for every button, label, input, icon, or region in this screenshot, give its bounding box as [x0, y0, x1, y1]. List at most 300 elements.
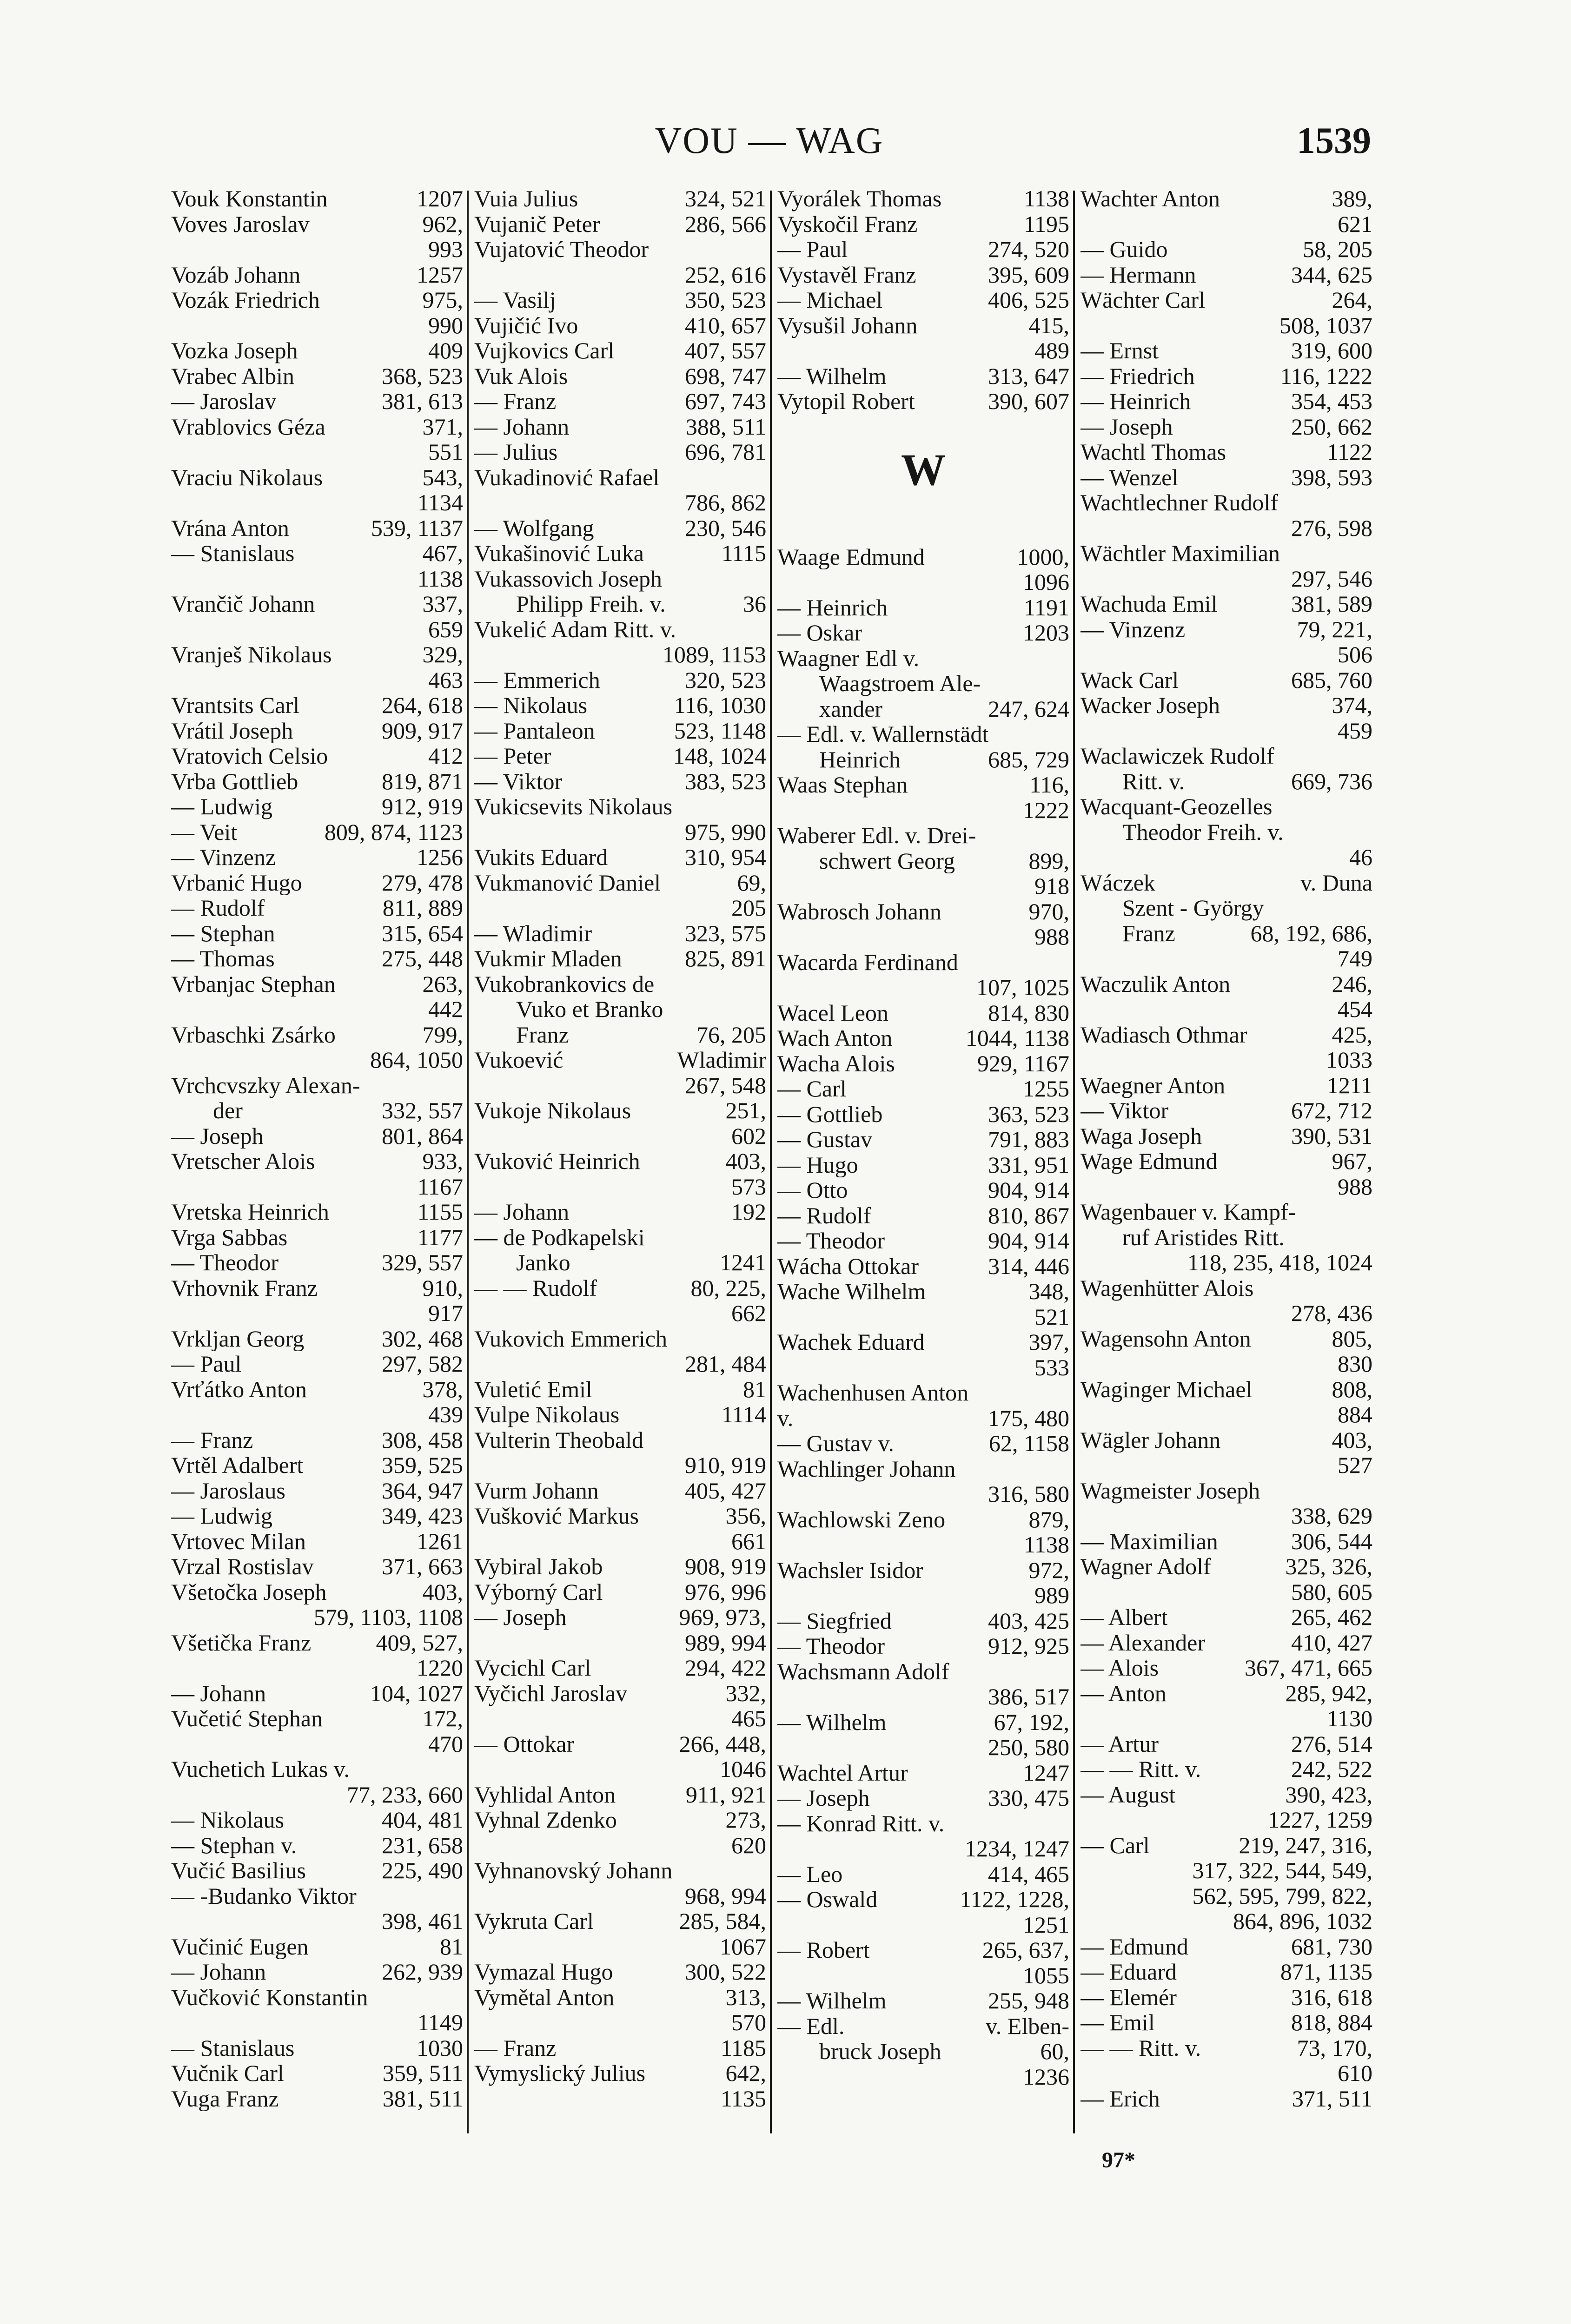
index-entry	[171, 186, 463, 211]
entry-name: Wacker Joseph	[1080, 693, 1220, 718]
entry-pages-continued: 570	[731, 2009, 766, 2035]
entry-name: — Ludwig	[171, 1503, 273, 1529]
entry-name: — Franz	[474, 389, 557, 414]
entry-name: — Robert	[777, 1937, 870, 1963]
entry-name: Philipp Freih. v.	[516, 591, 666, 617]
entry-name: Waage Edmund	[777, 544, 925, 569]
entry-pages: 1122	[1326, 439, 1372, 465]
entry-name-line: Vuchetich Lukas v.	[171, 1756, 350, 1782]
index-entry	[1080, 1149, 1372, 1174]
entry-pages: 329,	[422, 641, 463, 667]
entry-name: Výborný Carl	[474, 1579, 603, 1604]
entry-name: Vrbanić Hugo	[171, 870, 302, 895]
index-entry	[1080, 1427, 1372, 1453]
entry-name: — Stanislaus	[171, 541, 295, 566]
entry-name: Janko	[516, 1250, 570, 1275]
entry-pages: 329, 557	[382, 1249, 463, 1275]
entry-pages: 1122, 1228,	[960, 1886, 1069, 1912]
index-entry	[1080, 1123, 1372, 1149]
entry-pages: 805,	[1332, 1325, 1372, 1352]
entry-pages: 1195	[1023, 211, 1069, 237]
entry-name: schwert Georg	[819, 848, 955, 873]
entry-pages-continued: 988	[1034, 924, 1069, 950]
entry-pages-continued: 317, 322, 544, 549,	[1192, 1857, 1372, 1883]
index-entry	[171, 1098, 463, 1123]
entry-name: — Maximilian	[1080, 1528, 1218, 1554]
entry-pages: 265, 462	[1291, 1604, 1372, 1630]
entry-name-line: Wagenbauer v. Kampf-	[1080, 1199, 1296, 1225]
entry-pages: 406, 525	[988, 287, 1069, 313]
entry-pages-continued: 602	[731, 1122, 766, 1149]
entry-name: — Joseph	[474, 1604, 567, 1630]
entry-pages: 409, 527,	[376, 1629, 463, 1656]
entry-pages: 912, 919	[382, 793, 463, 819]
index-entry	[474, 591, 766, 617]
entry-pages: 320, 523	[685, 667, 766, 693]
entry-name: Vukašinović Luka	[474, 541, 644, 566]
entry-name-line: — -Budanko Viktor	[171, 1882, 357, 1909]
entry-name: Vrbanjac Stephan	[171, 971, 336, 997]
entry-name: Franz	[1122, 920, 1175, 946]
entry-name: Vurm Johann	[474, 1478, 599, 1503]
entry-name-line: Wagmeister Joseph	[1080, 1477, 1260, 1504]
entry-name: xander	[819, 696, 883, 721]
entry-name: Vybiral Jakob	[474, 1554, 603, 1579]
entry-name: — Jaroslaus	[171, 1478, 285, 1503]
entry-name: Vuga Franz	[171, 2086, 279, 2111]
entry-pages: 331, 951	[988, 1151, 1069, 1178]
entry-name: — Nikolaus	[171, 1807, 285, 1833]
entry-pages: 381, 511	[382, 2085, 463, 2112]
entry-pages: Wladimir	[677, 1047, 766, 1073]
index-entry	[171, 338, 463, 363]
index-entry	[171, 1022, 463, 1048]
index-entry	[474, 743, 766, 769]
index-entry	[777, 1608, 1069, 1634]
entry-pages: 275, 448	[382, 945, 463, 971]
entry-pages-continued: 506	[1338, 641, 1372, 667]
index-entry	[777, 1862, 1069, 1887]
entry-name: Vrba Gottlieb	[171, 768, 298, 794]
entry-name: Wachsler Isidor	[777, 1557, 923, 1583]
entry-name: — Ludwig	[171, 794, 273, 819]
index-entry	[1080, 363, 1372, 389]
entry-pages-continued: 579, 1103, 1108	[313, 1604, 463, 1630]
index-entry	[1080, 2010, 1372, 2035]
entry-pages: 69,	[737, 869, 766, 896]
index-entry	[171, 1225, 463, 1250]
entry-pages: 381, 589	[1291, 591, 1372, 617]
index-entry	[777, 544, 1069, 570]
index-entry	[474, 1402, 766, 1427]
index-entry	[171, 414, 463, 440]
entry-pages-continued: 1055	[1023, 1962, 1069, 1988]
index-entry	[777, 1633, 1069, 1659]
entry-name: Vranješ Nikolaus	[171, 642, 332, 667]
entry-pages: 308, 458	[382, 1426, 463, 1453]
index-entry	[1080, 186, 1372, 211]
entry-name: Vujanič Peter	[474, 211, 600, 237]
index-entry	[1080, 2035, 1372, 2061]
entry-name: Vrána Anton	[171, 515, 289, 541]
entry-name: — — Rudolf	[474, 1275, 597, 1301]
index-entry	[474, 693, 766, 718]
index-entry	[474, 718, 766, 744]
entry-pages: 251,	[725, 1097, 766, 1123]
entry-pages: 388, 511	[685, 413, 766, 440]
entry-name: — Veit	[171, 819, 238, 845]
entry-pages: 696, 781	[685, 439, 766, 465]
index-entry	[474, 313, 766, 338]
index-entry	[777, 1279, 1069, 1304]
entry-name: Vučetić Stephan	[171, 1706, 323, 1731]
index-entry	[1080, 1529, 1372, 1554]
entry-name: — Johann	[171, 1959, 266, 1985]
index-entry	[777, 1507, 1069, 1532]
index-entry	[474, 1022, 766, 1048]
entry-pages: 970,	[1028, 898, 1069, 924]
entry-pages-continued: 463	[428, 667, 463, 693]
entry-pages-continued: 338, 629	[1291, 1503, 1372, 1529]
entry-pages: 1115	[721, 540, 766, 566]
entry-name: Wachter Anton	[1080, 186, 1220, 211]
entry-pages-continued: 864, 896, 1032	[1233, 1908, 1372, 1934]
entry-name: Ritt. v.	[1122, 768, 1185, 794]
entry-pages: 407, 557	[685, 337, 766, 363]
entry-pages: 359, 511	[382, 2060, 463, 2086]
entry-pages-continued: 459	[1338, 717, 1372, 744]
index-entry	[777, 237, 1069, 262]
entry-pages: 374,	[1332, 692, 1372, 718]
index-entry	[1080, 1022, 1372, 1048]
index-entry	[1080, 693, 1372, 718]
entry-name: der	[213, 1098, 243, 1123]
entry-name: Vukits Eduard	[474, 845, 608, 870]
entry-pages-continued: 77, 233, 660	[347, 1781, 463, 1808]
entry-pages: 262, 939	[382, 1959, 463, 1985]
entry-name: — Thomas	[171, 946, 275, 971]
entry-pages: 80, 225,	[690, 1274, 766, 1301]
entry-name: — Vinzenz	[171, 845, 276, 870]
page-number: 1539	[1297, 120, 1371, 161]
index-entry	[171, 693, 463, 718]
entry-pages: 371, 511	[1292, 2085, 1372, 2112]
entry-name: — Jaroslav	[171, 389, 277, 414]
entry-pages: v. Elben-	[985, 2013, 1069, 2039]
entry-pages: 73, 170,	[1297, 2034, 1372, 2061]
entry-name: Vretska Heinrich	[171, 1199, 329, 1225]
entry-name: Wachlowski Zeno	[777, 1506, 946, 1532]
entry-pages: 1114	[721, 1401, 766, 1427]
entry-name: Wach Anton	[777, 1025, 893, 1051]
entry-pages: 414, 465	[988, 1861, 1069, 1887]
entry-name: Vretscher Alois	[171, 1149, 315, 1174]
entry-name: — Ottokar	[474, 1731, 575, 1756]
entry-pages: 116, 1222	[1280, 363, 1372, 389]
entry-name-line: Vukassovich Joseph	[474, 565, 662, 592]
index-entry	[474, 1199, 766, 1225]
index-entry	[1080, 1782, 1372, 1808]
entry-name: Vrzal Rostislav	[171, 1554, 314, 1579]
entry-pages-continued: 884	[1338, 1401, 1372, 1427]
entry-pages-continued: 439	[428, 1401, 463, 1427]
index-entry	[1080, 1833, 1372, 1858]
entry-pages: 879,	[1028, 1506, 1069, 1532]
entry-name: Wägler Johann	[1080, 1427, 1221, 1452]
index-entry	[474, 1149, 766, 1174]
entry-pages: 348,	[1028, 1278, 1069, 1304]
entry-name-line: Wacquant-Geozelles	[1080, 793, 1273, 819]
entry-name-line: Wachsmann Adolf	[777, 1658, 949, 1684]
entry-pages: 398, 593	[1291, 464, 1372, 490]
entry-name: — Paul	[777, 237, 848, 262]
index-entry	[777, 848, 1069, 874]
index-entry	[777, 1076, 1069, 1102]
entry-pages: 681, 730	[1291, 1933, 1372, 1960]
index-entry	[171, 718, 463, 744]
entry-name: Všetočka Joseph	[171, 1579, 327, 1604]
index-entry	[474, 2035, 766, 2061]
entry-pages-continued: 968, 994	[685, 1882, 766, 1909]
entry-pages-continued: 749	[1338, 945, 1372, 971]
entry-pages: 363, 523	[988, 1101, 1069, 1127]
entry-pages: 219, 247, 316,	[1239, 1832, 1372, 1858]
entry-pages-continued: 470	[428, 1730, 463, 1757]
entry-pages: 337,	[422, 591, 463, 617]
entry-pages: 972,	[1028, 1557, 1069, 1583]
entry-name: Vrantsits Carl	[171, 693, 300, 718]
entry-pages: 808,	[1332, 1376, 1372, 1402]
entry-pages: 1203	[1023, 620, 1069, 646]
entry-name-line: Szent - György	[1122, 895, 1264, 921]
entry-pages: 264,	[1332, 287, 1372, 313]
entry-name: v.	[777, 1405, 794, 1431]
entry-pages: 669, 736	[1291, 768, 1372, 794]
entry-pages: 825, 891	[685, 945, 766, 971]
entry-pages-continued: 297, 546	[1291, 565, 1372, 592]
index-entry	[474, 1807, 766, 1833]
entry-pages: 389,	[1332, 185, 1372, 211]
entry-pages-continued: 573	[731, 1173, 766, 1200]
entry-name-line: Vučković Konstantin	[171, 1984, 368, 2010]
index-entry	[171, 1833, 463, 1858]
entry-pages-continued: 551	[428, 439, 463, 465]
index-entry	[474, 1731, 766, 1757]
entry-pages: 1155	[417, 1199, 463, 1225]
entry-name: — Rudolf	[777, 1202, 871, 1228]
entry-pages: 359, 525	[382, 1452, 463, 1478]
index-entry	[171, 1681, 463, 1706]
entry-name: Waginger Michael	[1080, 1376, 1253, 1402]
entry-pages-continued: 917	[428, 1300, 463, 1326]
entry-pages-continued: 562, 595, 799, 822,	[1192, 1882, 1372, 1909]
entry-pages: 403, 425	[988, 1607, 1069, 1634]
entry-name: — Heinrich	[777, 594, 888, 620]
entry-pages: 274, 520	[988, 236, 1069, 262]
entry-name-line: Wachtlechner Rudolf	[1080, 489, 1278, 515]
entry-pages: 314, 446	[988, 1253, 1069, 1279]
index-entry	[171, 1554, 463, 1579]
entry-pages: 172,	[422, 1705, 463, 1731]
entry-name: Vrančič Johann	[171, 591, 315, 617]
entry-name: Vystavěl Franz	[777, 262, 916, 287]
entry-pages: 148, 1024	[673, 743, 766, 769]
entry-name-line: Waagner Edl v.	[777, 645, 920, 671]
index-entry	[171, 515, 463, 541]
entry-name: — Elemér	[1080, 1984, 1177, 2010]
entry-name: — Vinzenz	[1080, 616, 1186, 642]
entry-pages: 912, 925	[988, 1633, 1069, 1659]
entry-name: Vušković Markus	[474, 1503, 639, 1529]
entry-pages: 246,	[1332, 971, 1372, 997]
index-entry	[777, 1988, 1069, 2014]
entry-pages-continued: 278, 436	[1291, 1300, 1372, 1326]
entry-name: — Julius	[474, 439, 558, 465]
entry-pages-continued: 1234, 1247	[965, 1835, 1069, 1862]
index-entry	[1080, 1604, 1372, 1630]
index-entry	[474, 870, 766, 896]
index-entry	[1080, 591, 1372, 617]
entry-name: — Leo	[777, 1861, 843, 1887]
entry-pages: 104, 1027	[370, 1680, 463, 1706]
index-entry	[474, 363, 766, 389]
entry-name: — Guido	[1080, 237, 1168, 262]
entry-pages: 368, 523	[382, 363, 463, 389]
entry-name: Wagensohn Anton	[1080, 1326, 1251, 1351]
entry-pages: 415,	[1028, 312, 1069, 338]
entry-pages-continued: 1130	[1326, 1705, 1372, 1731]
column-divider	[467, 191, 469, 2133]
entry-name: Vučić Basilius	[171, 1858, 306, 1883]
index-entry	[1080, 1630, 1372, 1656]
entry-pages-continued: 1222	[1023, 797, 1069, 823]
entry-name: Vuk Alois	[474, 363, 568, 389]
entry-pages: 799,	[422, 1021, 463, 1048]
index-entry	[171, 1503, 463, 1529]
entry-name: Vrťátko Anton	[171, 1376, 307, 1402]
entry-name: Waegner Anton	[1080, 1072, 1226, 1098]
index-entry	[1080, 971, 1372, 997]
entry-name: Vrhovnik Franz	[171, 1275, 318, 1301]
index-entry	[171, 895, 463, 921]
index-entry	[474, 389, 766, 414]
entry-pages: 910,	[422, 1274, 463, 1301]
index-entry	[474, 338, 766, 363]
entry-pages: 356,	[725, 1503, 766, 1529]
entry-pages: 323, 575	[685, 920, 766, 946]
entry-pages: 1261	[417, 1528, 463, 1554]
entry-name: — Gottlieb	[777, 1101, 883, 1127]
entry-name: — Viktor	[1080, 1098, 1169, 1123]
entry-name: Vujkovics Carl	[474, 338, 615, 363]
entry-pages: 276, 514	[1291, 1730, 1372, 1757]
entry-pages-continued: 1033	[1326, 1047, 1372, 1073]
entry-name: Vukoević	[474, 1047, 563, 1073]
entry-name: Vučinić Eugen	[171, 1934, 309, 1959]
entry-pages: 81	[743, 1376, 766, 1402]
entry-name: Vrablovics Géza	[171, 414, 325, 439]
entry-pages-continued: 46	[1349, 844, 1372, 870]
index-entry	[474, 1985, 766, 2010]
entry-pages: 230, 546	[685, 515, 766, 541]
entry-pages: 933,	[422, 1148, 463, 1174]
column-2	[474, 186, 766, 2138]
entry-name: — Emil	[1080, 2010, 1155, 2035]
entry-name: Vozáb Johann	[171, 262, 301, 287]
entry-name-line: Wachenhusen Anton	[777, 1380, 969, 1406]
index-entry	[171, 363, 463, 389]
entry-pages: 810, 867	[988, 1202, 1069, 1228]
entry-name-line: Waberer Edl. v. Drei-	[777, 822, 976, 848]
entry-name: Vrbaschki Zsárko	[171, 1022, 336, 1047]
entry-pages: 250, 662	[1291, 413, 1372, 440]
entry-name: — Wladimir	[474, 920, 592, 946]
entry-pages: 330, 475	[988, 1785, 1069, 1811]
entry-pages-continued: 386, 517	[988, 1684, 1069, 1710]
entry-pages-continued: 465	[731, 1705, 766, 1731]
entry-name: — Otto	[777, 1177, 848, 1203]
entry-name: Vrga Sabbas	[171, 1224, 288, 1250]
entry-pages: 909, 917	[382, 717, 463, 744]
entry-pages: 76, 205	[696, 1021, 766, 1048]
entry-name: — Wilhelm	[777, 363, 887, 389]
index-entry	[777, 1127, 1069, 1152]
index-entry	[777, 389, 1069, 414]
index-entry	[777, 696, 1069, 722]
index-entry	[1080, 1073, 1372, 1098]
entry-name: Voves Jaroslav	[171, 211, 310, 237]
entry-name-line: — de Podkapelski	[474, 1224, 645, 1250]
index-entry	[1080, 1326, 1372, 1352]
entry-pages: 467,	[422, 540, 463, 566]
entry-pages-continued: 1134	[417, 489, 463, 515]
entry-pages: 255, 948	[988, 1987, 1069, 2014]
index-entry	[171, 1351, 463, 1377]
entry-pages-continued: 1096	[1023, 569, 1069, 595]
entry-pages: 410, 427	[1291, 1629, 1372, 1656]
entry-pages-continued: 662	[731, 1300, 766, 1326]
entry-name: — Emmerich	[474, 667, 600, 693]
entry-name-line: Wagenhütter Alois	[1080, 1274, 1254, 1301]
index-entry	[171, 287, 463, 313]
entry-name: Wächter Carl	[1080, 287, 1205, 313]
entry-pages: 383, 523	[685, 768, 766, 794]
entry-name: bruck Joseph	[819, 2039, 941, 2064]
entry-name: — Carl	[1080, 1832, 1150, 1858]
entry-name: — Johann	[474, 1199, 570, 1225]
index-entry	[171, 2060, 463, 2086]
entry-name: Vrtovec Milan	[171, 1528, 306, 1554]
entry-name: Vozka Joseph	[171, 338, 298, 363]
index-entry	[474, 1250, 766, 1275]
entry-pages: 904, 914	[988, 1228, 1069, 1254]
entry-name: — Wolfgang	[474, 515, 594, 541]
entry-pages-continued: 1167	[417, 1173, 463, 1200]
entry-pages: 929, 1167	[977, 1050, 1069, 1076]
entry-name: Vykruta Carl	[474, 1908, 594, 1934]
page-title: VOU — WAG	[655, 120, 884, 161]
entry-name: — Franz	[171, 1427, 253, 1452]
index-entry	[1080, 1681, 1372, 1706]
entry-name: Vytopil Robert	[777, 389, 915, 414]
entry-pages: 390, 607	[988, 388, 1069, 414]
entry-pages: 409	[428, 337, 463, 363]
entry-pages: 36	[743, 591, 766, 617]
entry-pages-continued: 1089, 1153	[662, 641, 766, 667]
entry-pages-continued: 489	[1034, 337, 1069, 363]
entry-pages: 319, 600	[1291, 337, 1372, 363]
index-entry	[777, 313, 1069, 338]
